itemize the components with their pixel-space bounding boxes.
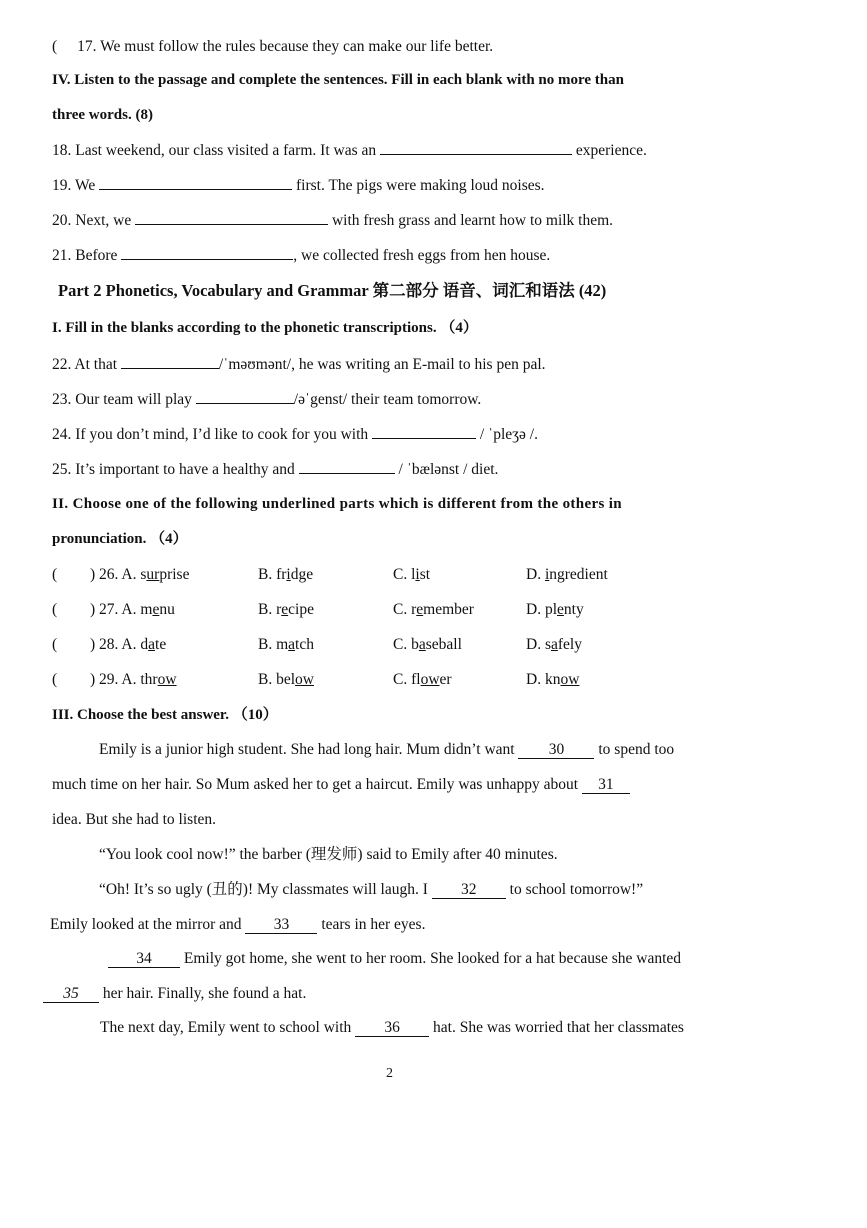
question-21-tail: , we collected fresh eggs from hen house. — [293, 247, 551, 264]
option-c[interactable]: C. flower — [393, 671, 452, 688]
section-ii-title — [52, 494, 622, 514]
option-d[interactable]: D. plenty — [526, 601, 584, 618]
question-24-text: 24. If you don’t mind, I’d like to cook for you with — [52, 426, 373, 443]
passage-line — [52, 775, 630, 795]
question-25-text: 25. It’s important to have a healthy and — [52, 461, 299, 478]
question-25 — [52, 459, 498, 480]
question-19-text: 19. We — [52, 177, 100, 194]
question-21-text: 21. Before — [52, 247, 122, 264]
answer-blank[interactable] — [121, 245, 293, 260]
question-22 — [52, 354, 546, 375]
answer-paren[interactable]: ( — [52, 671, 58, 688]
question-20-tail: with fresh grass and learnt how to milk them. — [328, 212, 614, 229]
question-23-text: 23. Our team will play — [52, 391, 196, 408]
question-24 — [52, 424, 538, 445]
part-2-title — [58, 281, 606, 301]
passage-line — [108, 949, 681, 969]
question-27-label: ) 27. A. — [90, 601, 141, 618]
answer-paren[interactable]: ( — [52, 566, 58, 583]
answer-blank[interactable] — [99, 175, 292, 190]
cloze-blank-32[interactable]: 32 — [432, 882, 506, 899]
passage-text: Emily is a junior high student. She had long hair. Mum didn’t want — [99, 741, 519, 758]
question-23 — [52, 389, 481, 410]
question-23-tail: /əˈgenst/ their team tomorrow. — [293, 391, 482, 408]
passage-line — [99, 845, 558, 865]
question-19-tail: first. The pigs were making loud noises. — [292, 177, 545, 194]
question-19 — [52, 175, 545, 196]
answer-blank[interactable] — [196, 389, 294, 404]
passage-line — [50, 915, 425, 935]
option-c[interactable]: C. remember — [393, 601, 474, 618]
question-27 — [52, 600, 752, 620]
answer-paren[interactable]: ( — [52, 636, 58, 653]
question-20-text: 20. Next, we — [52, 212, 136, 229]
option-a[interactable]: date — [140, 636, 167, 653]
answer-blank[interactable] — [380, 140, 572, 155]
passage-text: Emily got home, she went to her room. She looked for a hat because she wanted — [180, 950, 682, 967]
passage-text: much time on her hair. So Mum asked her to get a haircut. Emily was unhappy about — [52, 776, 582, 793]
question-22-tail: /ˈməʊmənt/, he was writing an E-mail to his pen pal. — [218, 356, 546, 373]
option-d[interactable]: D. ingredient — [526, 566, 608, 583]
option-c[interactable]: C. list — [393, 566, 431, 583]
question-18 — [52, 140, 647, 161]
question-17-text: 17. We must follow the rules because they can make our life better. — [77, 38, 494, 55]
option-a[interactable]: menu — [140, 601, 175, 618]
cloze-blank-31[interactable]: 31 — [582, 777, 630, 794]
passage-line — [43, 984, 306, 1004]
question-18-text: 18. Last weekend, our class visited a farm. It was an — [52, 142, 380, 159]
passage-text: hat. She was worried that her classmates — [429, 1019, 684, 1036]
question-22-text: 22. At that — [52, 356, 121, 373]
passage-text: tears in her eyes. — [317, 916, 426, 933]
section-ii-title-cont — [52, 529, 188, 549]
option-b[interactable]: B. recipe — [258, 601, 314, 618]
answer-paren-open: ( — [52, 38, 58, 55]
section-iii-title-text: III. Choose the best answer. （10） — [52, 707, 278, 723]
question-29-label: ) 29. A. — [90, 671, 141, 688]
passage-text: idea. But she had to listen. — [52, 811, 217, 828]
option-a[interactable]: surprise — [140, 566, 190, 583]
section-iv-title — [52, 70, 624, 90]
option-b[interactable]: B. fridge — [258, 566, 314, 583]
option-a[interactable]: throw — [140, 671, 177, 688]
question-21 — [52, 245, 550, 266]
cloze-blank-33[interactable]: 33 — [245, 917, 317, 934]
answer-blank[interactable] — [121, 354, 219, 369]
section-ii-title-line1: II. Choose one of the following underlined parts which is different from the others in — [52, 496, 622, 512]
option-d[interactable]: D. know — [526, 671, 580, 688]
question-25-tail: / ˈbælənst / diet. — [394, 461, 499, 478]
passage-text: “Oh! It’s so ugly (丑的)! My classmates will laugh. I — [99, 881, 432, 898]
section-i-title — [52, 318, 478, 338]
page-number: 2 — [386, 1066, 393, 1081]
part-2-title-text: Part 2 Phonetics, Vocabulary and Grammar 第二部分 语音、词汇和语法 (42) — [58, 281, 607, 300]
question-24-tail: / ˈpleʒə /. — [476, 426, 538, 443]
question-17 — [52, 37, 493, 57]
answer-blank[interactable] — [372, 424, 476, 439]
section-iv-title-line2: three words. (8) — [52, 107, 153, 123]
passage-line — [99, 880, 643, 900]
section-i-title-text: I. Fill in the blanks according to the phonetic transcriptions. （4） — [52, 320, 478, 336]
cloze-blank-34[interactable]: 34 — [108, 951, 180, 968]
answer-blank[interactable] — [299, 459, 395, 474]
option-d[interactable]: D. safely — [526, 636, 582, 653]
question-28-label: ) 28. A. — [90, 636, 141, 653]
cloze-blank-35[interactable]: 35 — [43, 986, 99, 1003]
cloze-blank-30[interactable]: 30 — [518, 742, 594, 759]
question-18-tail: experience. — [571, 142, 647, 159]
question-20 — [52, 210, 613, 231]
passage-line — [100, 1018, 684, 1038]
question-29 — [52, 670, 752, 690]
question-26-label: ) 26. A. — [90, 566, 141, 583]
passage-text: Emily looked at the mirror and — [50, 916, 246, 933]
passage-text: to spend too — [594, 741, 675, 758]
passage-text: The next day, Emily went to school with — [100, 1019, 356, 1036]
section-iv-title-cont — [52, 105, 153, 125]
section-ii-title-line2: pronunciation. （4） — [52, 531, 188, 547]
question-26 — [52, 565, 752, 585]
answer-blank[interactable] — [135, 210, 328, 225]
passage-line — [99, 740, 674, 760]
passage-line — [52, 810, 216, 830]
passage-text: her hair. Finally, she found a hat. — [99, 985, 307, 1002]
passage-text: “You look cool now!” the barber (理发师) said to Emily after 40 minutes. — [99, 846, 558, 863]
cloze-blank-36[interactable]: 36 — [355, 1020, 429, 1037]
question-28 — [52, 635, 752, 655]
option-b[interactable]: B. match — [258, 636, 314, 653]
answer-paren[interactable]: ( — [52, 601, 58, 618]
passage-text: to school tomorrow!” — [505, 881, 644, 898]
option-c[interactable]: C. baseball — [393, 636, 462, 653]
option-b[interactable]: B. below — [258, 671, 314, 688]
section-iii-title — [52, 705, 278, 725]
section-iv-title-line1: IV. Listen to the passage and complete the sentences. Fill in each blank with no more than — [52, 72, 624, 88]
